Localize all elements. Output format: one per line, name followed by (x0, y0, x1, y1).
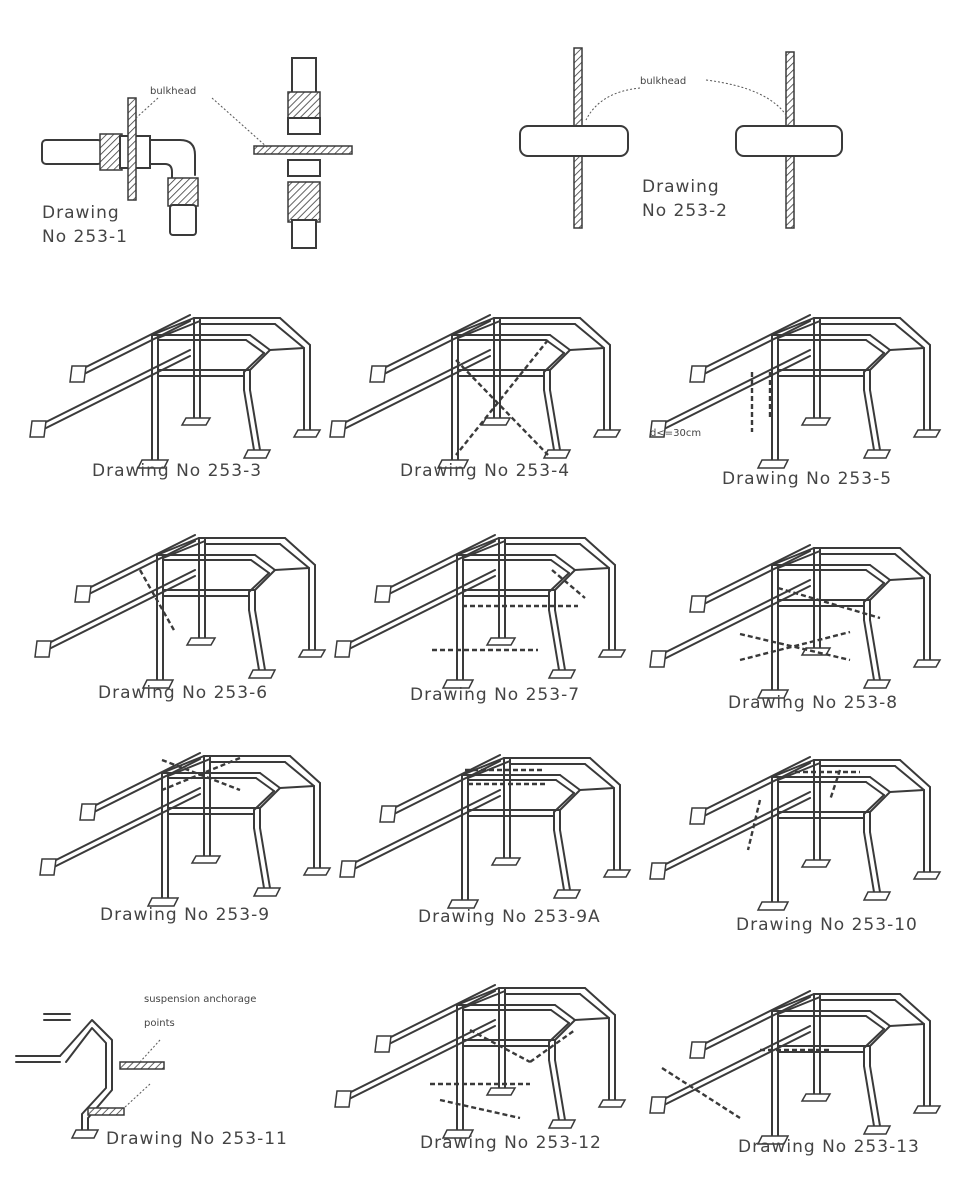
drawing-253-3 (30, 315, 320, 481)
drawing-253-13 (650, 991, 940, 1157)
drawing-253-4 (330, 315, 620, 481)
drawing-253-11 (16, 994, 288, 1149)
caption-253-5: Drawing No 253-5 (722, 469, 893, 489)
suspension-label-line2: points (144, 1018, 175, 1029)
drawing-253-8 (650, 545, 940, 713)
caption-253-1-line2: No 253-1 (42, 227, 128, 247)
caption-253-9: Drawing No 253-9 (100, 905, 271, 925)
drawing-253-12 (335, 985, 625, 1153)
drawing-253-1 (42, 58, 352, 248)
caption-253-4: Drawing No 253-4 (400, 461, 571, 481)
suspension-label-line1: suspension anchorage (144, 994, 257, 1005)
caption-253-10: Drawing No 253-10 (736, 915, 918, 935)
caption-253-3: Drawing No 253-3 (92, 461, 263, 481)
caption-253-2-line2: No 253-2 (642, 201, 728, 221)
drawing-253-9 (40, 753, 330, 925)
drawing-253-2 (520, 48, 842, 228)
bulkhead-label-2: bulkhead (640, 76, 687, 87)
caption-253-9a: Drawing No 253-9A (418, 907, 601, 927)
drawing-253-5 (650, 315, 940, 489)
caption-253-7: Drawing No 253-7 (410, 685, 581, 705)
caption-253-2-line1: Drawing (642, 177, 720, 197)
caption-253-13: Drawing No 253-13 (738, 1137, 920, 1157)
caption-253-12: Drawing No 253-12 (420, 1133, 602, 1153)
caption-253-1-line1: Drawing (42, 203, 120, 223)
distance-label: d<=30cm (650, 428, 702, 439)
drawing-253-10 (650, 757, 940, 935)
drawing-253-6 (35, 535, 325, 703)
caption-253-8: Drawing No 253-8 (728, 693, 899, 713)
caption-253-6: Drawing No 253-6 (98, 683, 269, 703)
drawing-253-7 (335, 535, 625, 705)
caption-253-11: Drawing No 253-11 (106, 1129, 288, 1149)
bulkhead-label-1: bulkhead (150, 86, 197, 97)
drawing-253-9a (340, 755, 630, 927)
